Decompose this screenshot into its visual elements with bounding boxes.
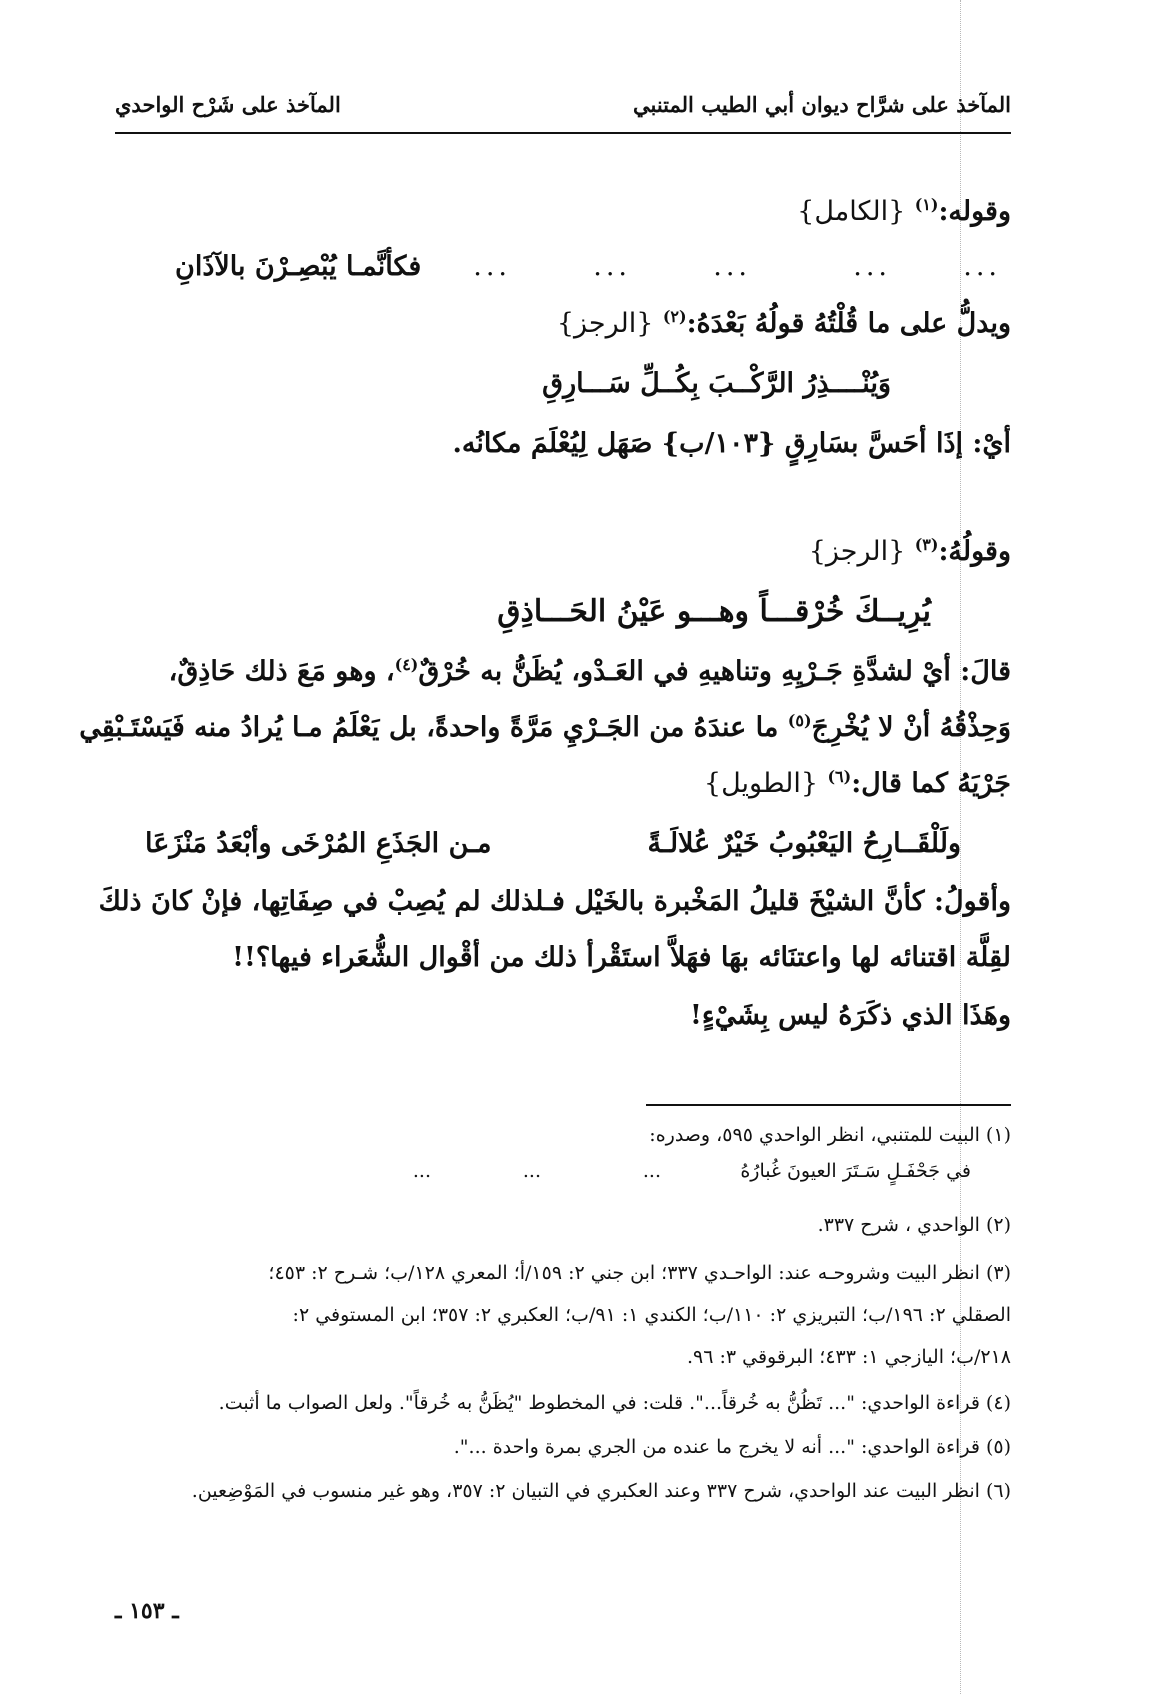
qala-label: قالَ:: [960, 656, 1011, 687]
ellipsis: ...: [963, 251, 1001, 282]
text-line-6: [115, 520, 1011, 584]
commentary-text: لقِلَّة اقتنائه لها واعتنَائه بهَا فهَلاَّ استَقْرأ ذلك من أقْوال الشُّعَراء فيها؟!!: [232, 942, 1011, 973]
text-line-5: [115, 412, 1011, 476]
header-book-title: المآخذ على شرَّاح ديوان أبي الطيب المتنبي: [633, 92, 1011, 117]
verse-hemistich: فكأنَّمـا يُبْصِـرْنَ بالآذَانِ: [175, 251, 422, 282]
text-line-3: [115, 292, 1011, 356]
ellipsis: ...: [412, 1160, 431, 1182]
quote-intro: وقوله:: [938, 196, 1011, 227]
verse-second-hemistich: مـن الجَذَعِ المُرْخَى وأبْعَدُ مَنْزَعَا: [145, 828, 492, 859]
footnote-ref-6[interactable]: (٦): [827, 767, 852, 786]
verse-hemistich: وَيُنْــــذِرُ الرَّكْــبَ بِكُــلِّ سَـــارِقِ: [542, 368, 891, 399]
footnote-ref-4[interactable]: (٤): [394, 655, 419, 674]
header-rule: [115, 132, 1011, 134]
page-number: ـ ١٥٣ ـ: [115, 1598, 179, 1624]
commentary-text: ، وهو مَعَ ذلك حَاذِقٌ،: [168, 656, 395, 687]
aqulu-label: وأقولُ:: [934, 886, 1011, 917]
ellipsis: ...: [522, 1160, 541, 1182]
ellipsis: ...: [593, 251, 631, 282]
footnote-ref-3[interactable]: (٣): [914, 535, 939, 554]
running-header: [115, 86, 1011, 126]
footnote-ref-2[interactable]: (٢): [662, 307, 687, 326]
meter-label: {الطويل}: [703, 768, 819, 799]
ellipsis: ...: [473, 251, 511, 282]
footnote-2: (٢) الواحدي ، شرح ٣٣٧.: [817, 1214, 1011, 1236]
footnote-4: (٤) قراءة الواحدي: "... تَظُنُّ به خُرقاً...". قلت: في المخطوط "يُظَنُّ به خُرقاً". ولعل الصواب ما أثبت.: [218, 1392, 1011, 1414]
ellipsis: ...: [853, 251, 891, 282]
footnote-3-line-1: (٣) انظر البيت وشروحـه عند: الواحـدي ٣٣٧؛ ابن جني ٢: ١٥٩/أ؛ المعري ١٢٨/ب؛ شـرح ٢: ٤٥٣؛: [268, 1262, 1011, 1284]
commentary-text: وَحِذْقُهُ أنْ لا يُخْرِجَ: [811, 712, 1011, 743]
header-section-title: المآخذ على شَرْح الواحدي: [115, 92, 341, 117]
commentary-text: جَرْيَهُ كما قال:: [851, 768, 1011, 799]
footnote-1: (١) البيت للمتنبي، انظر الواحدي ٥٩٥، وصدره:: [649, 1124, 1011, 1146]
commentary-text: ما عندَهُ من الجَـرْيِ مَرَّةً واحدةً، بل يَعْلَمُ مـا يُرادُ منه فَيَسْتَـبْقِي: [79, 712, 779, 743]
commentary-line: أيْ: إذَا أحَسَّ بسَارِقٍ {١٠٣/ب} صَهَل لِيُعْلَمَ مكانُه.: [452, 428, 1011, 459]
paragraph-1-line-2: [79, 696, 1011, 760]
meter-label: {الكامل}: [797, 196, 906, 227]
paragraph-1-line-3: [115, 752, 1011, 816]
paragraph-1-line-1: [115, 640, 1011, 704]
footnote-5: (٥) قراءة الواحدي: "... أنه لا يخرج ما عنده من الجري بمرة واحدة ...".: [453, 1436, 1011, 1458]
footnote-verse: في جَحْفَـلٍ سَـتَرَ العيونَ غُبارُهُ: [740, 1160, 971, 1182]
paragraph-2-line-1: [98, 870, 1011, 934]
commentary-text: كأنَّ الشيْخَ قليلُ المَخْبرة بالخَيْل فـلذلك لم يُصِبْ في صِفَاتِها، فإنْ كانَ ذلكَ: [98, 886, 925, 917]
ellipsis: ...: [642, 1160, 661, 1182]
paragraph-2-line-3: [115, 984, 1011, 1048]
footnote-3-line-3: ٢١٨/ب؛ اليازجي ١: ٤٣٣؛ البرقوقي ٣: ٩٦.: [686, 1346, 1011, 1368]
verse-hemistich: يُرِيــكَ خُرْقـــاً وهـــو عَيْنُ الحَـــاذِقِ: [497, 594, 931, 629]
meter-label: {الرجز}: [808, 536, 906, 567]
footnote-3-line-2: الصقلي ٢: ١٩٦/ب؛ التبريزي ٢: ١١٠/ب؛ الكندي ١: ٩١/ب؛ العكبري ٢: ٣٥٧؛ ابن المستوفي ٢:: [292, 1304, 1011, 1326]
footnote-6: (٦) انظر البيت عند الواحدي، شرح ٣٣٧ وعند العكبري في التبيان ٢: ٣٥٧، وهو غير منسوب في المَوْضِعين.: [191, 1480, 1011, 1502]
ellipsis: ...: [713, 251, 751, 282]
verse-first-hemistich: ولَلْقَــارِحُ اليَعْبُوبُ خَيْرٌ عُلالَـةً: [647, 828, 961, 859]
meter-label: {الرجز}: [556, 308, 654, 339]
quote-intro: ويدلُّ على ما قُلْتُهُ قولُهُ بَعْدَهُ:: [686, 308, 1011, 339]
quote-intro: وقولُهُ:: [938, 536, 1011, 567]
footnote-separator: [646, 1104, 1011, 1106]
commentary-text: وهَذَا الذي ذكَرَهُ ليس بِشَيْءٍ!: [690, 1000, 1011, 1031]
footnote-ref-1[interactable]: (١): [914, 195, 939, 214]
commentary-text: أيْ لشدَّةِ جَـرْيِهِ وتناهيهِ في العَـدْو، يُظَنُّ به خُرْقٌ: [418, 656, 951, 687]
footnote-ref-5[interactable]: (٥): [787, 711, 812, 730]
paragraph-2-line-2: [115, 926, 1011, 990]
